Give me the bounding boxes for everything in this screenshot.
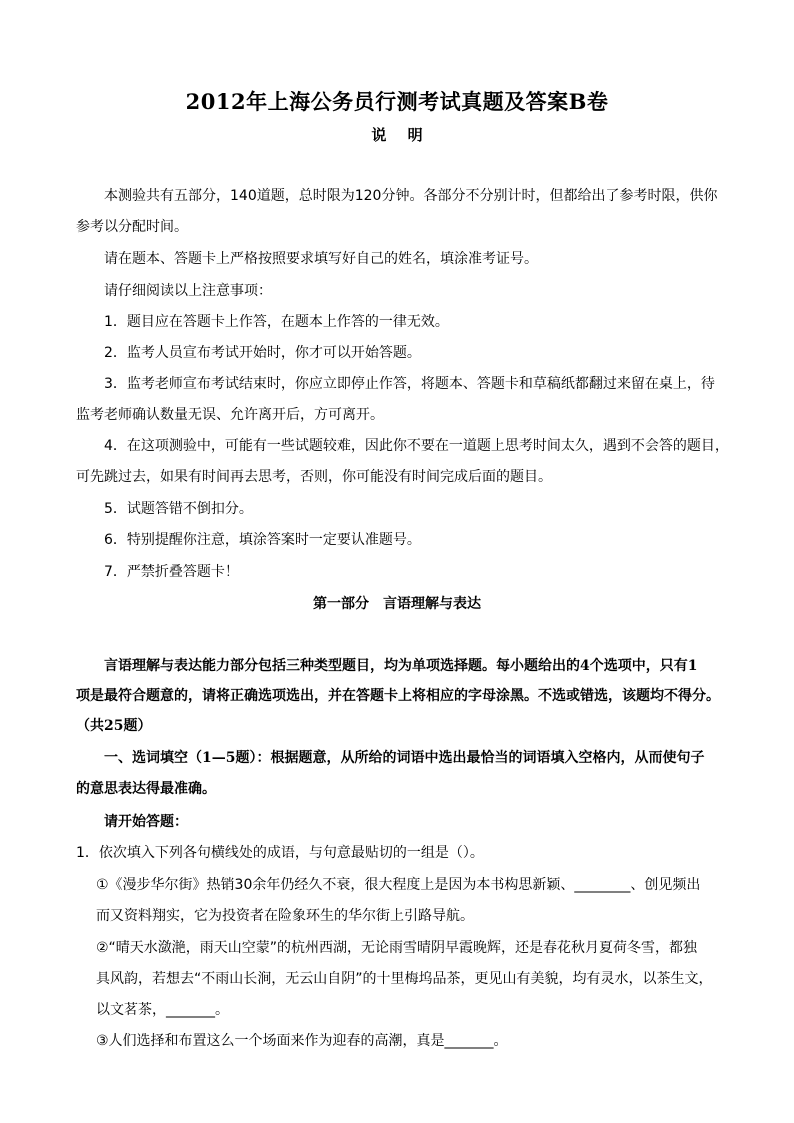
intro-line: 参考以分配时间。: [76, 219, 188, 235]
section-title: 第一部分 言语理解与表达: [313, 596, 481, 612]
part-heading: 的意思表达得最准确。: [76, 781, 216, 797]
section-desc-line: （共25题）: [76, 718, 152, 734]
notice-item: 3．监考老师宣布考试结束时，你应立即停止作答，将题本、答题卡和草稿纸都翻过来留在桌上，待: [104, 376, 715, 392]
intro-line: 请仔细阅读以上注意事项：: [104, 283, 272, 299]
section-desc-line: 言语理解与表达能力部分包括三种类型题目，均为单项选择题。每小题给出的4个选项中，只有1: [104, 658, 698, 674]
page-subtitle: 说 明: [371, 126, 431, 144]
question-line: ①《漫步华尔街》热销30余年仍经久不衰，很大程度上是因为本书构思新颖、________、创见频出: [96, 877, 701, 893]
notice-item: 4．在这项测验中，可能有一些试题较难，因此你不要在一道题上思考时间太久，遇到不会答的题目，: [104, 438, 729, 454]
question-line: 具风韵，若想去“不雨山长涧，无云山自阴”的十里梅坞品茶，更见山有美貌，均有灵水，以茶生文，: [96, 971, 713, 987]
notice-item: 2．监考人员宣布考试开始时，你才可以开始答题。: [104, 345, 421, 361]
section-desc-line: 项是最符合题意的，请将正确选项选出，并在答题卡上将相应的字母涂黑。不选或错选，该题均不得分。: [76, 688, 720, 704]
notice-item: 监考老师确认数量无误、允许离开后，方可离开。: [76, 407, 384, 423]
intro-line: 请在题本、答题卡上严格按照要求填写好自己的姓名，填涂准考证号。: [104, 251, 538, 267]
notice-item: 1．题目应在答题卡上作答，在题本上作答的一律无效。: [104, 314, 449, 330]
notice-item: 7．严禁折叠答题卡！: [104, 564, 239, 580]
question-line: 而又资料翔实，它为投资者在险象环生的华尔街上引路导航。: [96, 908, 474, 924]
notice-item: 可先跳过去，如果有时间再去思考，否则，你可能没有时间完成后面的题目。: [76, 469, 552, 485]
notice-item: 6．特别提醒你注意，填涂答案时一定要认准题号。: [104, 532, 421, 548]
start-label: 请开始答题：: [104, 814, 188, 830]
question-line: ③人们选择和布置这么一个场面来作为迎春的高潮，真是_______。: [96, 1033, 508, 1049]
part-heading: 一、选词填空（1—5题）：根据题意，从所给的词语中选出最恰当的词语填入空格内，从而使句子: [104, 750, 705, 766]
question-stem: 1．依次填入下列各句横线处的成语，与句意最贴切的一组是（）。: [76, 845, 484, 861]
notice-item: 5．试题答错不倒扣分。: [104, 501, 253, 517]
page-title: 2012年上海公务员行测考试真题及答案B卷: [185, 89, 609, 114]
intro-line: 本测验共有五部分，140道题，总时限为120分钟。各部分不分别计时，但都给出了参考时限，供你: [104, 188, 718, 204]
question-line: 以文茗茶，_______。: [96, 1002, 229, 1018]
question-line: ②“晴天水潋滟，雨天山空蒙”的杭州西湖，无论雨雪晴阴早霞晚辉，还是春花秋月夏荷冬雪，都独: [96, 940, 698, 956]
